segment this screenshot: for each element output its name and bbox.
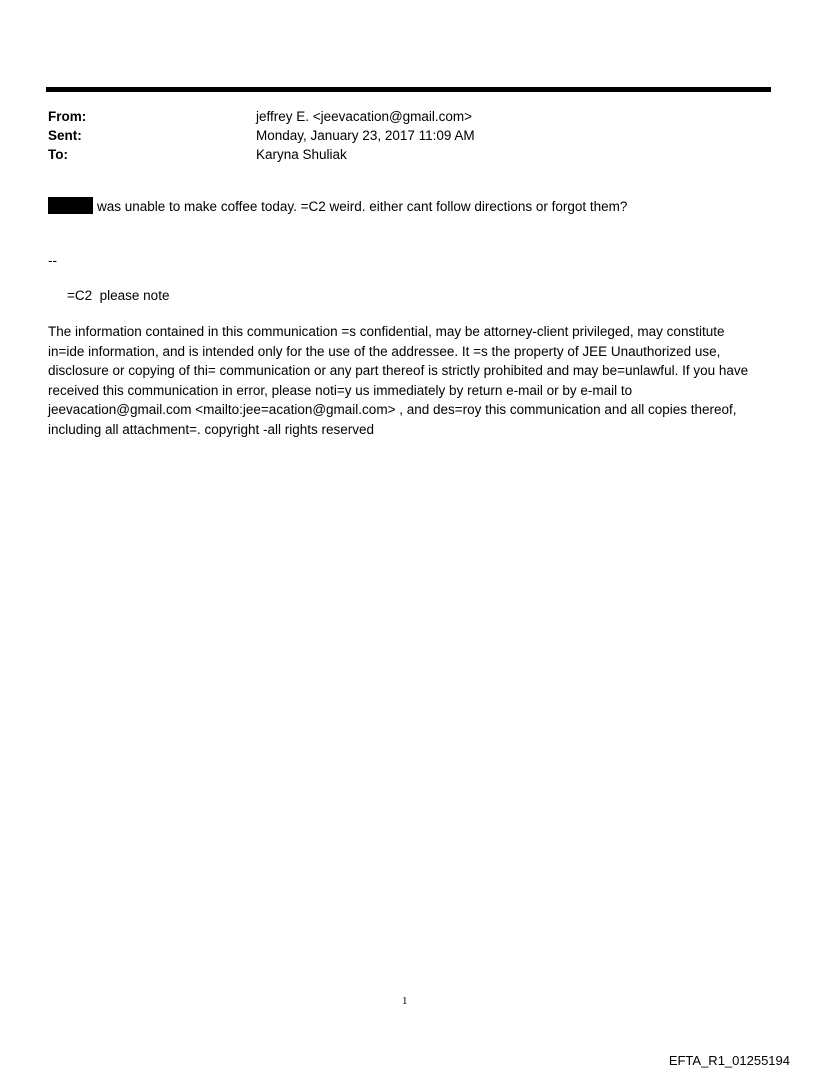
email-header bbox=[48, 107, 748, 164]
from-label: From: bbox=[48, 109, 87, 124]
to-row bbox=[48, 145, 748, 164]
to-label: To: bbox=[48, 147, 68, 162]
sent-value: Monday, January 23, 2017 11:09 AM bbox=[256, 128, 475, 143]
document-id: EFTA_R1_01255194 bbox=[668, 1053, 790, 1068]
page-number: 1 bbox=[402, 995, 408, 1007]
redaction-block bbox=[48, 197, 93, 214]
header-divider bbox=[46, 87, 771, 92]
confidentiality-disclaimer: The information contained in this communication =s confidential, may be attorney-client privileged, may constitute in=ide information, and is intended only for the use of the addressee. It =s the property of JEE Unauthorized use, disclosure or copying of thi= communication or any part thereof is strictly prohibited and may be=unlawful. If you have received this communication in error, please noti=y us immediately by return e-mail or by e-mail to jeevacation@gmail.com <mailto:jee=acation@gmail.com> , and des=roy this communication and all copies thereof, including all attachment=. copyright -all rights reserved bbox=[48, 324, 749, 437]
message-text: was unable to make coffee today. =C2 weird. either cant follow directions or forgot them? bbox=[97, 199, 628, 214]
sent-label: Sent: bbox=[48, 128, 82, 143]
signature-separator: -- bbox=[48, 253, 57, 268]
to-value: Karyna Shuliak bbox=[256, 147, 347, 162]
from-row bbox=[48, 107, 748, 126]
sent-row bbox=[48, 126, 748, 145]
please-note-line: =C2 please note bbox=[67, 288, 170, 303]
email-body-message bbox=[48, 197, 627, 217]
from-value: jeffrey E. <jeevacation@gmail.com> bbox=[256, 109, 473, 124]
